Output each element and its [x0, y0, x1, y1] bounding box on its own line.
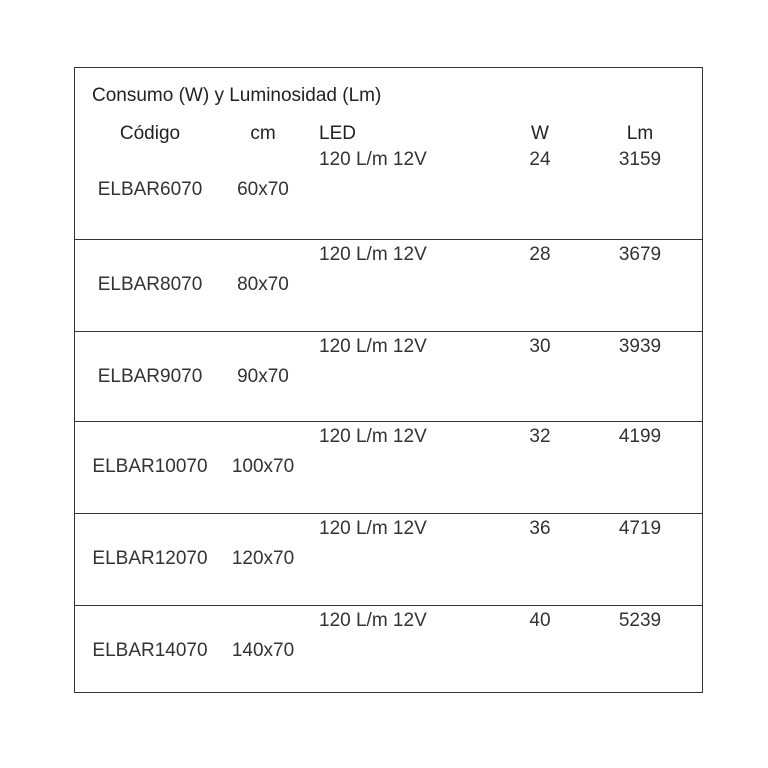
header-code: Código	[119, 123, 181, 144]
lm-cell: 3679	[618, 244, 662, 265]
lm-cell: 3159	[618, 149, 662, 170]
header-lm: Lm	[626, 123, 654, 144]
table-row	[75, 514, 702, 606]
lm-cell: 4199	[618, 426, 662, 447]
led-cell: 120 L/m 12V	[319, 610, 427, 631]
table-header	[75, 123, 702, 149]
table-row	[75, 422, 702, 514]
w-cell: 40	[529, 610, 551, 631]
table-row	[75, 606, 702, 692]
cm-cell: 90x70	[237, 366, 289, 387]
led-cell: 120 L/m 12V	[319, 244, 427, 265]
table-row	[75, 332, 702, 422]
w-cell: 30	[529, 336, 551, 357]
header-led: LED	[319, 123, 356, 144]
header-w: W	[531, 123, 549, 144]
w-cell: 36	[529, 518, 551, 539]
table-title: Consumo (W) y Luminosidad (Lm)	[92, 85, 382, 106]
cm-cell: 140x70	[231, 640, 295, 661]
w-cell: 24	[529, 149, 551, 170]
lm-cell: 3939	[618, 336, 662, 357]
code-cell: ELBAR9070	[97, 366, 203, 387]
table-row	[75, 149, 702, 240]
cm-cell: 100x70	[231, 456, 295, 477]
led-cell: 120 L/m 12V	[319, 149, 427, 170]
lm-cell: 4719	[618, 518, 662, 539]
table-row	[75, 240, 702, 332]
cm-cell: 120x70	[231, 548, 295, 569]
led-cell: 120 L/m 12V	[319, 518, 427, 539]
w-cell: 28	[529, 244, 551, 265]
code-cell: ELBAR12070	[92, 548, 208, 569]
header-cm: cm	[250, 123, 276, 144]
spec-table	[74, 67, 703, 693]
led-cell: 120 L/m 12V	[319, 426, 427, 447]
led-cell: 120 L/m 12V	[319, 336, 427, 357]
code-cell: ELBAR8070	[97, 274, 203, 295]
code-cell: ELBAR14070	[92, 640, 208, 661]
w-cell: 32	[529, 426, 551, 447]
cm-cell: 60x70	[237, 179, 289, 200]
code-cell: ELBAR6070	[97, 179, 203, 200]
lm-cell: 5239	[618, 610, 662, 631]
cm-cell: 80x70	[237, 274, 289, 295]
code-cell: ELBAR10070	[92, 456, 208, 477]
